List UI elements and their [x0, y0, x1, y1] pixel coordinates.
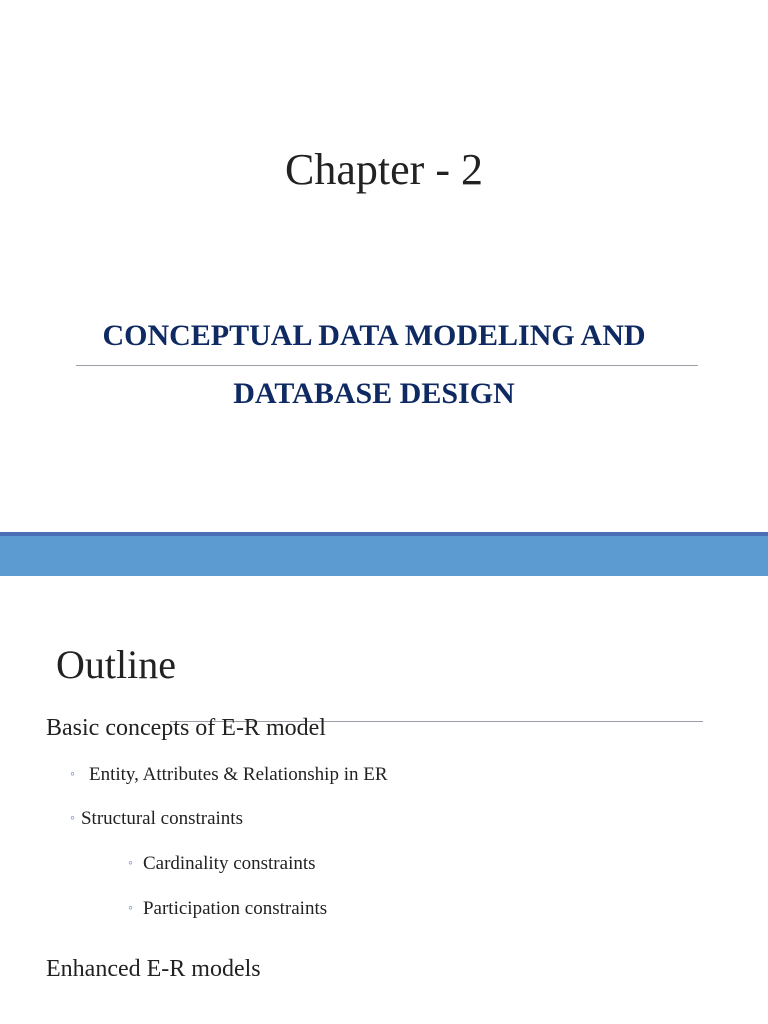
bullet-icon: ◦ [128, 856, 133, 871]
outline-slide [0, 576, 768, 1024]
outline-item-text: Structural constraints [80, 808, 243, 829]
chapter-title: Chapter - 2 [285, 145, 483, 194]
heading-divider [76, 365, 698, 366]
outline-item-text: Enhanced E-R models [46, 956, 261, 982]
outline-item [46, 953, 261, 985]
slide-separator-band [0, 532, 768, 576]
outline-item-text: Participation constraints [142, 898, 328, 919]
slide-heading-line-1: CONCEPTUAL DATA MODELING AND [102, 319, 646, 352]
outline-subsubitem [128, 851, 316, 877]
bullet-icon: ◦ [70, 767, 75, 782]
outline-subitem [70, 762, 388, 788]
bullet-icon: ◦ [70, 811, 75, 826]
outline-item-text: Cardinality constraints [142, 853, 316, 874]
outline-item-text: Entity, Attributes & Relationship in ER [88, 764, 388, 785]
outline-title: Outline [56, 642, 176, 687]
outline-item-text: Basic concepts of E-R model [46, 715, 326, 741]
outline-subsubitem [128, 896, 327, 922]
bullet-icon: ◦ [128, 901, 133, 916]
outline-subitem [70, 806, 243, 832]
slide-heading-line-2: DATABASE DESIGN [233, 377, 515, 410]
outline-item [46, 712, 326, 744]
